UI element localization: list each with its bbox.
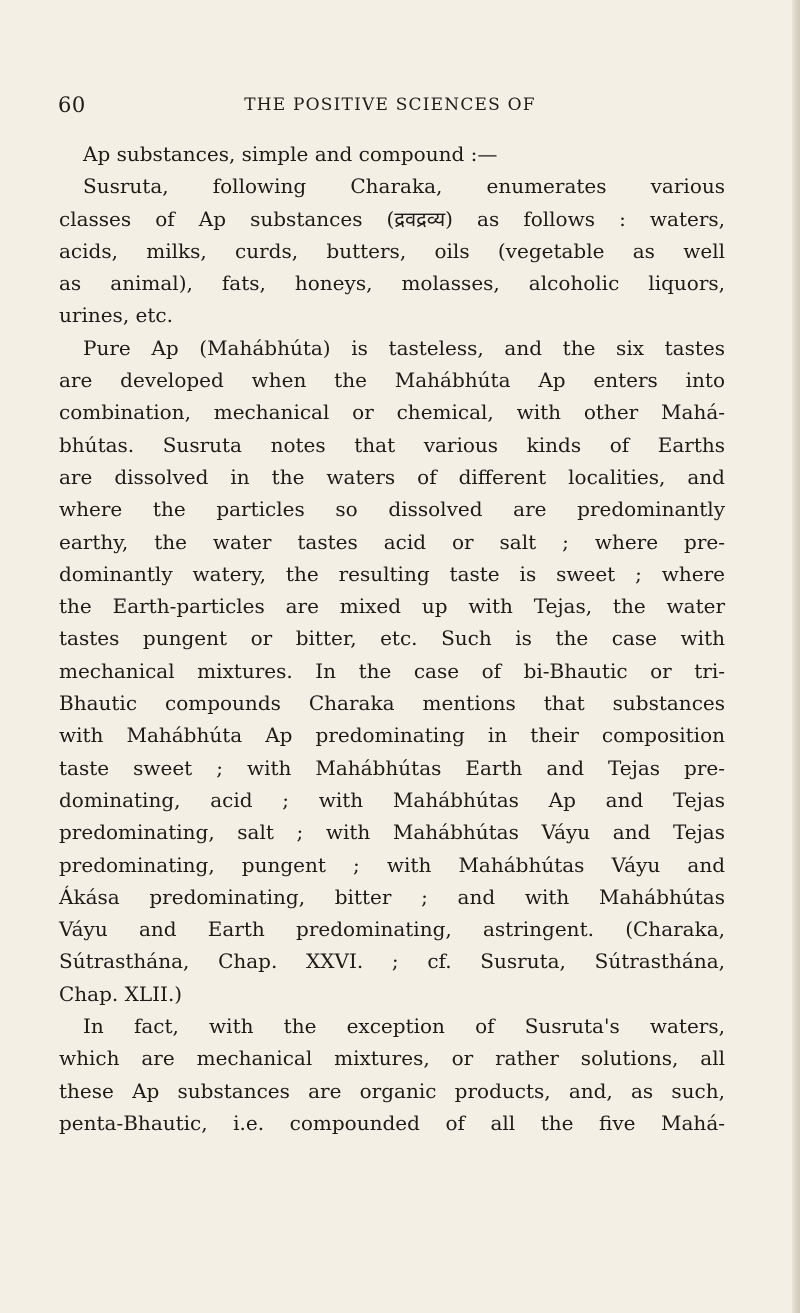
text-line: these Ap substances are organic products, and, as such,	[59, 1078, 725, 1103]
text-line: Ap substances, simple and compound :—	[83, 142, 498, 166]
text-line: taste sweet ; with Mahábhútas Earth and Tejas pre-	[59, 755, 725, 780]
text-line: are developed when the Mahábhúta Ap enters into	[59, 368, 725, 393]
page-header	[58, 93, 722, 123]
text-line: Susruta, following Charaka, enumerates various	[83, 174, 725, 199]
text-line: predominating, pungent ; with Mahábhútas Váyu and	[59, 852, 725, 877]
text-line: tastes pungent or bitter, etc. Such is the case with	[59, 626, 725, 651]
text-line: dominantly watery, the resulting taste is sweet ; where	[59, 561, 725, 586]
text-line: as animal), fats, honeys, molasses, alcoholic liquors,	[59, 271, 725, 296]
text-line: Sútrasthána, Chap. XXVI. ; cf. Susruta, Sútrasthána,	[59, 949, 725, 974]
text-line: Chap. XLII.)	[59, 981, 183, 1006]
text-line: acids, milks, curds, butters, oils (vegetable as well	[59, 238, 725, 263]
text-line: penta-Bhautic, i.e. compounded of all the five Mahá-	[59, 1110, 725, 1135]
body-text	[59, 138, 725, 1139]
text-line: predominating, salt ; with Mahábhútas Váyu and Tejas	[59, 820, 725, 845]
text-line: with Mahábhúta Ap predominating in their composition	[59, 723, 725, 748]
text-line: Bhautic compounds Charaka mentions that substances	[59, 691, 725, 716]
text-line: Ákása predominating, bitter ; and with Mahábhútas	[59, 884, 725, 909]
text-line: earthy, the water tastes acid or salt ; where pre-	[59, 529, 725, 554]
text-line: combination, mechanical or chemical, with other Mahá-	[59, 400, 725, 425]
text-line: Pure Ap (Mahábhúta) is tasteless, and the six tastes	[83, 335, 725, 360]
running-head: THE POSITIVE SCIENCES OF	[244, 95, 536, 115]
text-line: where the particles so dissolved are predominantly	[59, 497, 725, 522]
text-line: the Earth-particles are mixed up with Tejas, the water	[59, 594, 725, 619]
text-line: mechanical mixtures. In the case of bi-Bhautic or tri-	[59, 658, 725, 683]
text-line: bhútas. Susruta notes that various kinds of Earths	[59, 432, 725, 457]
text-line: dominating, acid ; with Mahábhútas Ap and Tejas	[59, 787, 725, 812]
page-number: 60	[58, 93, 86, 117]
text-line: Váyu and Earth predominating, astringent. (Charaka,	[59, 917, 725, 942]
text-line: urines, etc.	[59, 303, 173, 328]
text-line: In fact, with the exception of Susruta's waters,	[83, 1014, 725, 1039]
page-edge	[792, 0, 800, 1313]
text-line: which are mechanical mixtures, or rather solutions, all	[59, 1046, 725, 1071]
text-line: are dissolved in the waters of different localities, and	[59, 464, 725, 489]
text-line: classes of Ap substances (द्रवद्रव्य) as follows : waters,	[59, 206, 725, 231]
